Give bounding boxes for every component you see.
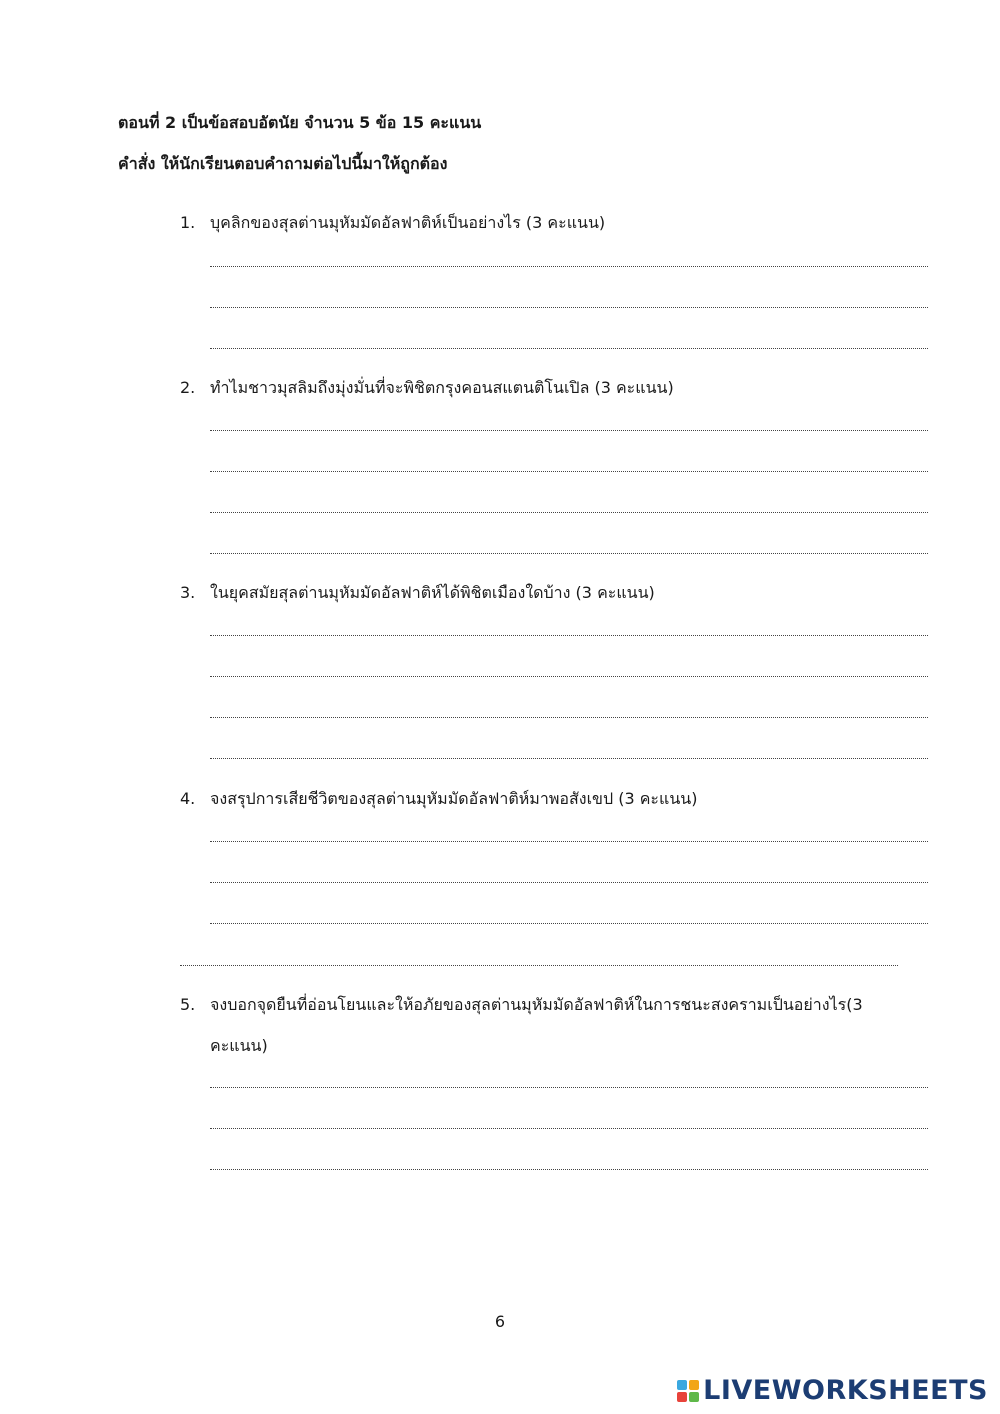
answer-line[interactable]: [210, 553, 928, 554]
question-text: จงสรุปการเสียชีวิตของสุลต่านมุหัมมัดอัลฟาติห์มาพอสังเขป (3 คะแนน): [210, 789, 698, 808]
logo-grid-icon: [677, 1380, 699, 1402]
answer-line[interactable]: [210, 882, 928, 883]
question-text-continued: คะแนน): [210, 1036, 268, 1055]
answer-line[interactable]: [210, 471, 928, 472]
question-number: 1.: [180, 213, 196, 232]
question-2: [180, 376, 674, 401]
question-4: [180, 787, 697, 812]
answer-line[interactable]: [210, 307, 928, 308]
answer-line[interactable]: [180, 965, 898, 966]
answer-line[interactable]: [210, 841, 928, 842]
answer-line[interactable]: [210, 430, 928, 431]
answer-line[interactable]: [210, 348, 928, 349]
brand-name: LIVEWORKSHEETS: [703, 1375, 988, 1406]
question-text: บุคลิกของสุลต่านมุหัมมัดอัลฟาติห์เป็นอย่างไร (3 คะแนน): [210, 213, 606, 232]
question-text: ทำไมชาวมุสลิมถึงมุ่งมั่นที่จะพิชิตกรุงคอนสแตนติโนเปิล (3 คะแนน): [210, 378, 674, 397]
question-text: จงบอกจุดยืนที่อ่อนโยนและให้อภัยของสุลต่านมุหัมมัดอัลฟาติห์ในการชนะสงครามเป็นอย่างไร(3: [210, 995, 863, 1014]
page-number: 6: [494, 1312, 506, 1331]
section-title: ตอนที่ 2 เป็นข้อสอบอัตนัย จำนวน 5 ข้อ 15 คะแนน: [118, 113, 482, 132]
answer-line[interactable]: [210, 758, 928, 759]
instruction: คำสั่ง ให้นักเรียนตอบคำถามต่อไปนี้มาให้ถูกต้อง: [118, 154, 448, 173]
question-number: 3.: [180, 583, 196, 602]
answer-line[interactable]: [210, 512, 928, 513]
question-text: ในยุคสมัยสุลต่านมุหัมมัดอัลฟาติห์ได้พิชิตเมืองใดบ้าง (3 คะแนน): [210, 583, 655, 602]
question-number: 4.: [180, 789, 196, 808]
answer-line[interactable]: [210, 717, 928, 718]
question-1: [180, 211, 605, 236]
answer-line[interactable]: [210, 923, 928, 924]
liveworksheets-logo: [677, 1375, 988, 1406]
question-3: [180, 581, 655, 606]
answer-line[interactable]: [210, 266, 928, 267]
question-number: 2.: [180, 378, 196, 397]
answer-line[interactable]: [210, 1169, 928, 1170]
question-number: 5.: [180, 995, 196, 1014]
answer-line[interactable]: [210, 1087, 928, 1088]
answer-line[interactable]: [210, 635, 928, 636]
question-5: [180, 993, 863, 1018]
answer-line[interactable]: [210, 676, 928, 677]
answer-line[interactable]: [210, 1128, 928, 1129]
